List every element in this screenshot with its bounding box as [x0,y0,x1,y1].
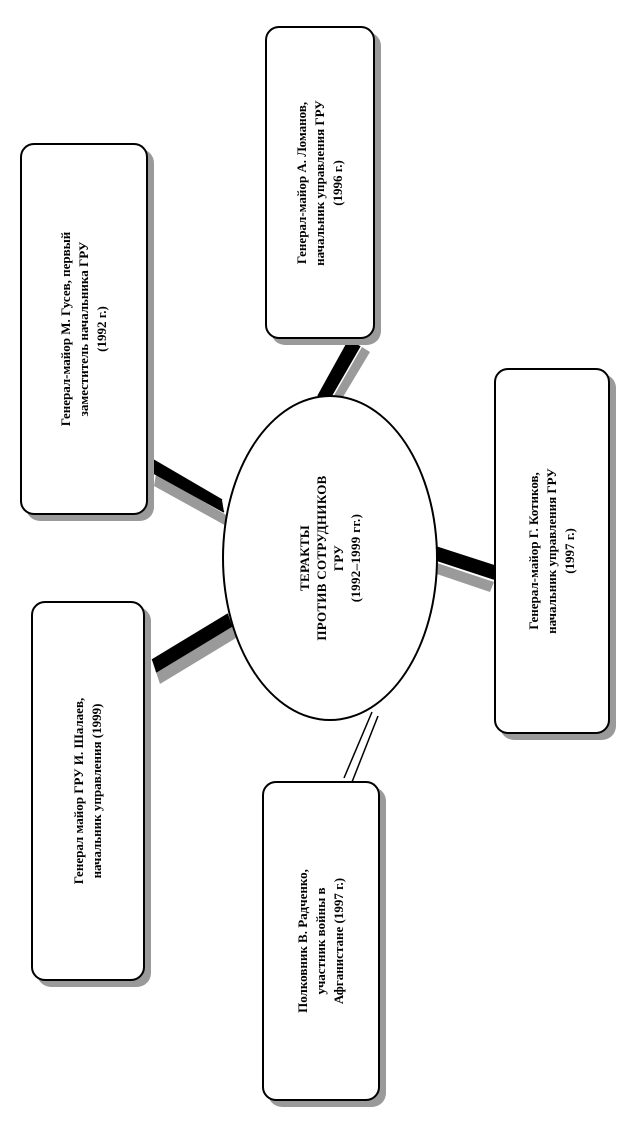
center-node-label: ТЕРАКТЫ ПРОТИВ СОТРУДНИКОВ ГРУ (1992–1999 гг.) [297,475,363,641]
node-gusev-label: Генерал-майор М. Гусев, первый заместитель начальника ГРУ (1992 г.) [58,231,109,427]
node-radchenko[interactable] [262,781,380,1101]
node-radchenko-label: Полковник В. Радченко, участник войны в Афганистане (1997 г.) [295,869,346,1013]
node-gusev[interactable] [20,143,148,515]
center-node[interactable] [222,395,438,721]
node-lomanov[interactable] [265,26,375,339]
node-shalaev-label: Генерал майор ГРУ И. Шалаев, начальник управления (1999) [71,697,104,885]
node-kotikov[interactable] [494,368,610,734]
node-lomanov-label: Генерал-майор А. Ломанов, начальник управления ГРУ (1996 г.) [294,99,345,266]
node-shalaev[interactable] [31,601,145,981]
node-kotikov-label: Генерал-майор Г. Котиков, начальник управления ГРУ (1997 г.) [526,468,577,634]
